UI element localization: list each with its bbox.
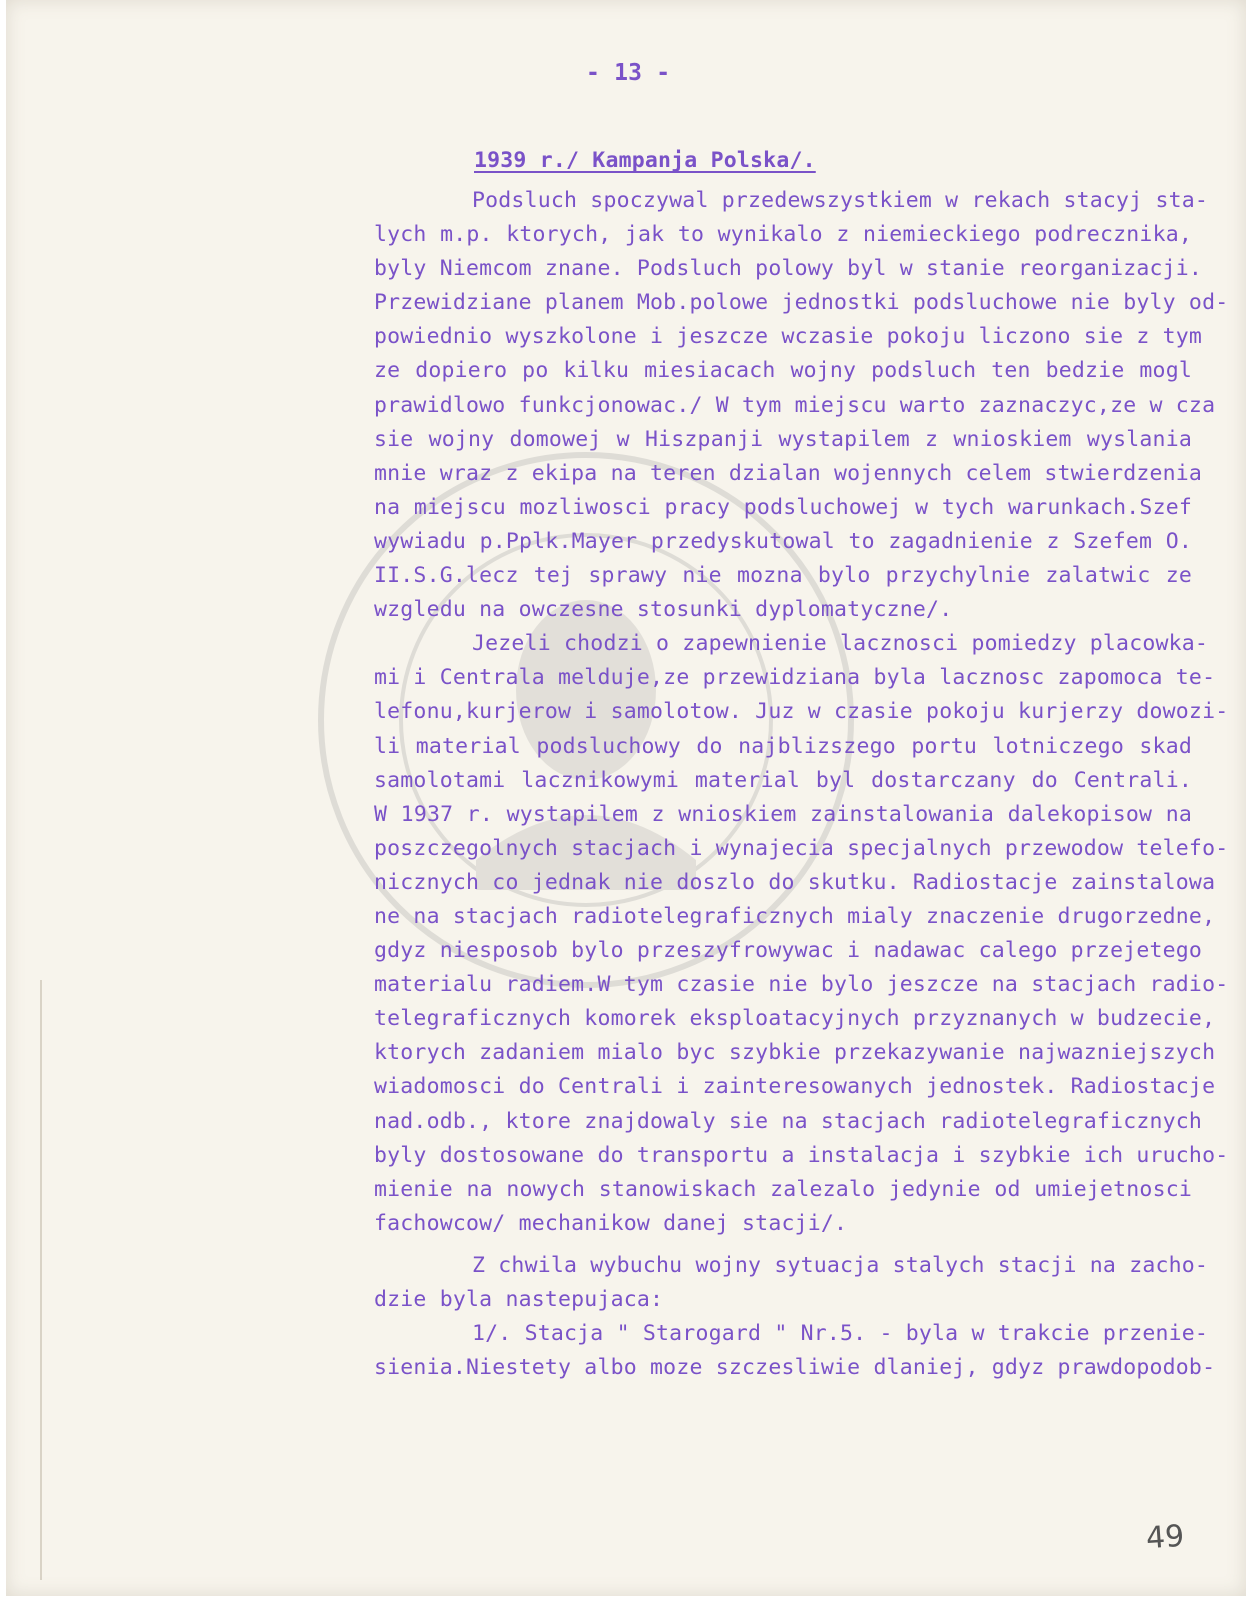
text-line: powiednio wyszkolone i jeszcze wczasie pokoju liczono sie z tym: [374, 324, 1203, 350]
text-line: mi i Centrala melduje,ze przewidziana byla lacznosc zapomoca te-: [374, 665, 1216, 691]
body-text: [374, 184, 1229, 1385]
text-line: materialu radiem.W tym czasie nie bylo jeszcze na stacjach radio-: [374, 972, 1229, 998]
text-line: ze dopiero po kilku miesiacach wojny podsluch ten bedzie mogl: [374, 358, 1192, 384]
text-line: nad.odb., ktore znajdowaly sie na stacjach radiotelegraficznych: [374, 1108, 1203, 1134]
text-line: W 1937 r. wystapilem z wnioskiem zainstalowania dalekopisow na: [374, 801, 1192, 827]
section-heading: 1939 r./ Kampanja Polska/.: [474, 148, 816, 173]
text-line: wzgledu na owczesne stosunki dyplomatyczne/.: [374, 597, 953, 623]
text-line: II.S.G.lecz tej sprawy nie mozna bylo przychylnie zalatwic ze: [374, 563, 1192, 589]
text-line: ktorych zadaniem mialo byc szybkie przekazywanie najwazniejszych: [374, 1040, 1216, 1066]
handwritten-archive-number: 49: [1144, 1518, 1186, 1557]
text-line: samolotami lacznikowymi material byl dostarczany do Centrali.: [374, 767, 1192, 793]
text-line: telegraficznych komorek eksploatacyjnych przyznanych w budzecie,: [374, 1006, 1216, 1032]
text-line: Podsluch spoczywal przedewszystkiem w rekach stacyj sta-: [472, 188, 1209, 213]
text-line: na miejscu mozliwosci pracy podsluchowej w tych warunkach.Szef: [374, 494, 1192, 520]
text-line: mienie na nowych stanowiskach zalezalo jedynie od umiejetnosci: [374, 1176, 1192, 1202]
text-line: mnie wraz z ekipa na teren dzialan wojennych celem stwierdzenia: [374, 460, 1203, 486]
text-line: byly Niemcom znane. Podsluch polowy byl w stanie reorganizacji.: [374, 256, 1203, 282]
text-line: poszczegolnych stacjach i wynajecia specjalnych przewodow telefo-: [374, 835, 1229, 861]
text-line: wywiadu p.Pplk.Mayer przedyskutowal to zagadnienie z Szefem O.: [374, 528, 1192, 554]
text-line: Przewidziane planem Mob.polowe jednostki podsluchowe nie byly od-: [374, 290, 1229, 316]
paper-fold-edge: [40, 980, 42, 1580]
text-line: 1/. Stacja " Starogard " Nr.5. - byla w trakcie przenie-: [472, 1321, 1209, 1347]
text-line: prawidlowo funkcjonowac./ W tym miejscu warto zaznaczyc,ze w cza: [374, 392, 1216, 418]
text-line: lych m.p. ktorych, jak to wynikalo z niemieckiego podrecznika,: [374, 222, 1192, 248]
text-line: lefonu,kurjerow i samolotow. Juz w czasie pokoju kurjerzy dowozi-: [374, 699, 1229, 725]
text-line: sie wojny domowej w Hiszpanji wystapilem z wnioskiem wyslania: [374, 426, 1192, 452]
text-line: wiadomosci do Centrali i zainteresowanych jednostek. Radiostacje: [374, 1074, 1216, 1100]
text-line: Z chwila wybuchu wojny sytuacja stalych stacji na zacho-: [472, 1252, 1209, 1278]
text-line: nicznych co jednak nie doszlo do skutku. Radiostacje zainstalowa: [374, 869, 1216, 895]
text-line: sienia.Niestety albo moze szczesliwie dlaniej, gdyz prawdopodob-: [374, 1355, 1216, 1381]
text-line: li material podsluchowy do najblizszego portu lotniczego skad: [374, 733, 1192, 759]
text-line: ne na stacjach radiotelegraficznych mialy znaczenie drugorzedne,: [374, 903, 1216, 929]
text-line: byly dostosowane do transportu a instalacja i szybkie ich urucho-: [374, 1142, 1229, 1168]
text-line: gdyz niesposob bylo przeszyfrowywac i nadawac calego przejetego: [374, 938, 1203, 964]
page-number: - 13 -: [586, 60, 671, 86]
text-line: Jezeli chodzi o zapewnienie lacznosci pomiedzy placowka-: [472, 631, 1209, 657]
text-line: fachowcow/ mechanikow danej stacji/.: [374, 1210, 848, 1236]
text-line: dzie byla nastepujaca:: [374, 1287, 664, 1312]
document-page: [6, 0, 1246, 1596]
